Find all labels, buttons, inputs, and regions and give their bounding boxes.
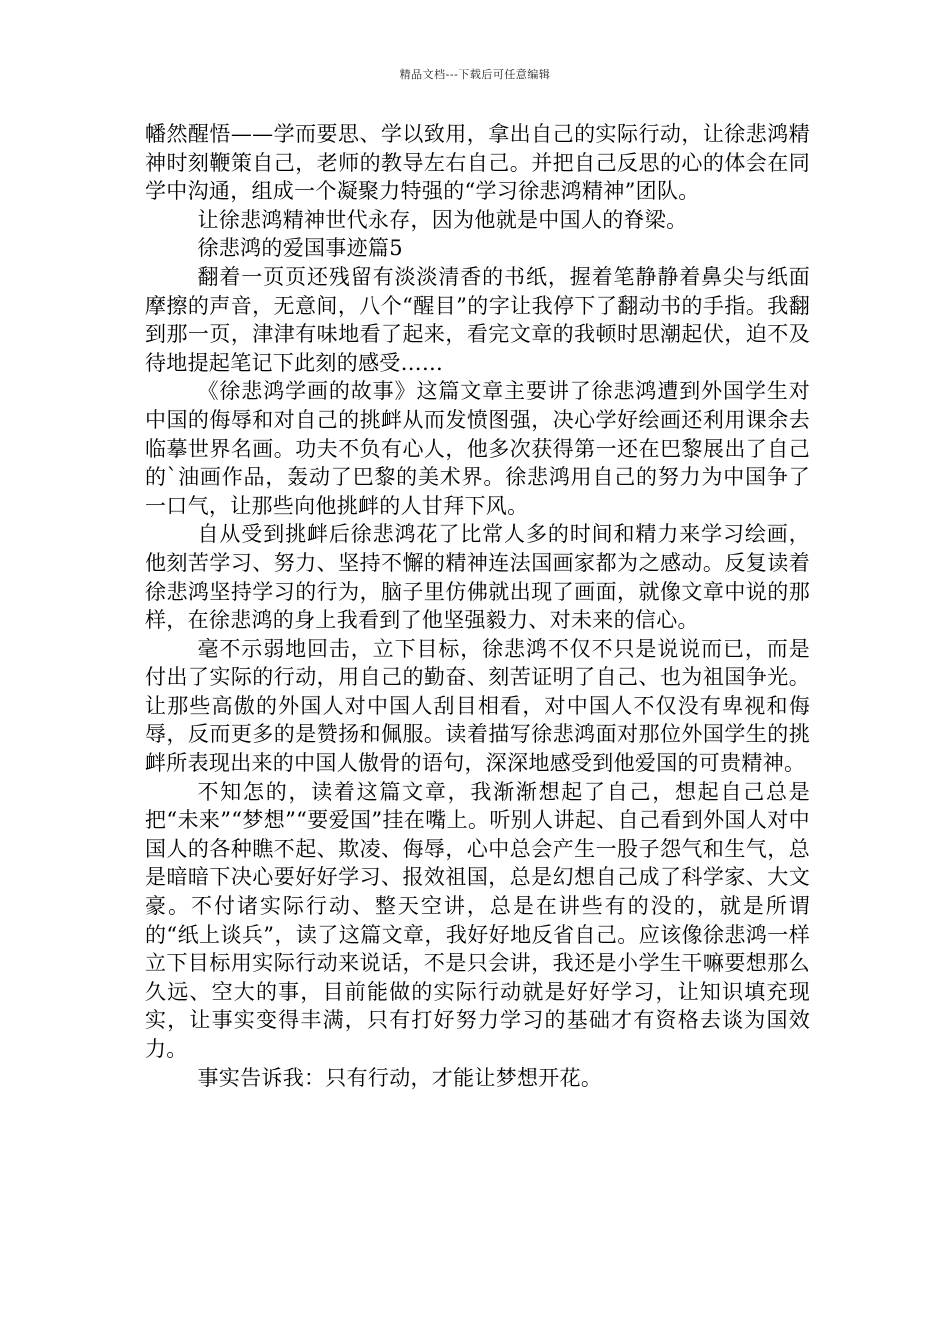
section-heading: 徐悲鸿的爱国事迹篇5 [197,236,403,261]
paragraph: 不知怎的，读着这篇文章，我渐渐想起了自己，想起自己总是把“未来”“梦想”“要爱国”挂在嘴上。听别人讲起、自己看到外国人对中国人的各种瞧不起、欺凌、侮辱，心中总会产生一股子怨气和生气，总是暗暗下决心要好好学习、报效祖国，总是幻想自己成了科学家、大文豪。不付诸实际行动、整天空讲，总是在讲些有的没的，就是所谓的“纸上谈兵”，读了这篇文章，我好好地反省自己。应该像徐悲鸿一样立下目标用实际行动来说话，不是只会讲，我还是小学生干嘛要想那么久远、空大的事，目前能做的实际行动就是好好学习，让知识填充现实，让事实变得丰满，只有打好努力学习的基础才有资格去谈为国效力。 [145,779,810,1061]
closing-paragraph: 事实告诉我：只有行动，才能让梦想开花。 [197,1065,603,1090]
paragraph: 毫不示弱地回击，立下目标，徐悲鸿不仅不只是说说而已，而是付出了实际的行动，用自己的勤奋、刻苦证明了自己、也为祖国争光。让那些高傲的外国人对中国人刮目相看，对中国人不仅没有卑视和侮辱，反而更多的是赞扬和佩服。读着描写徐悲鸿面对那位外国学生的挑衅所表现出来的中国人傲骨的语句，深深地感受到他爱国的可贵精神。 [145,636,810,776]
paragraph: 《徐悲鸿学画的故事》这篇文章主要讲了徐悲鸿遭到外国学生对中国的侮辱和对自己的挑衅从而发愤图强，决心学好绘画还利用课余去临摹世界名画。功夫不负有心人，他多次获得第一还在巴黎展出了自己的`油画作品，轰动了巴黎的美术界。徐悲鸿用自己的努力为中国争了一口气，让那些向他挑衅的人甘拜下风。 [145,379,810,518]
paragraph: 幡然醒悟——学而要思、学以致用，拿出自己的实际行动，让徐悲鸿精神时刻鞭策自己，老师的教导左右自己。并把自己反思的心的体会在同学中沟通，组成一个凝聚力特强的“学习徐悲鸿精神”团队。 [145,122,810,204]
paragraph: 让徐悲鸿精神世代永存，因为他就是中国人的脊梁。 [197,207,688,232]
paragraph: 翻着一页页还残留有淡淡清香的书纸，握着笔静静着鼻尖与纸面摩擦的声音，无意间，八个“醒目”的字让我停下了翻动书的手指。我翻到那一页，津津有味地看了起来，看完文章的我顿时思潮起伏，迫不及待地提起笔记下此刻的感受…… [145,264,810,375]
document-body [145,120,810,1092]
paragraph: 自从受到挑衅后徐悲鸿花了比常人多的时间和精力来学习绘画，他刻苦学习、努力、坚持不懈的精神连法国画家都为之感动。反复读着徐悲鸿坚持学习的行为，脑子里仿佛就出现了画面，就像文章中说的那样，在徐悲鸿的身上我看到了他坚强毅力、对未来的信心。 [145,522,810,633]
page-header: 精品文档---下载后可任意编辑 [399,68,551,81]
